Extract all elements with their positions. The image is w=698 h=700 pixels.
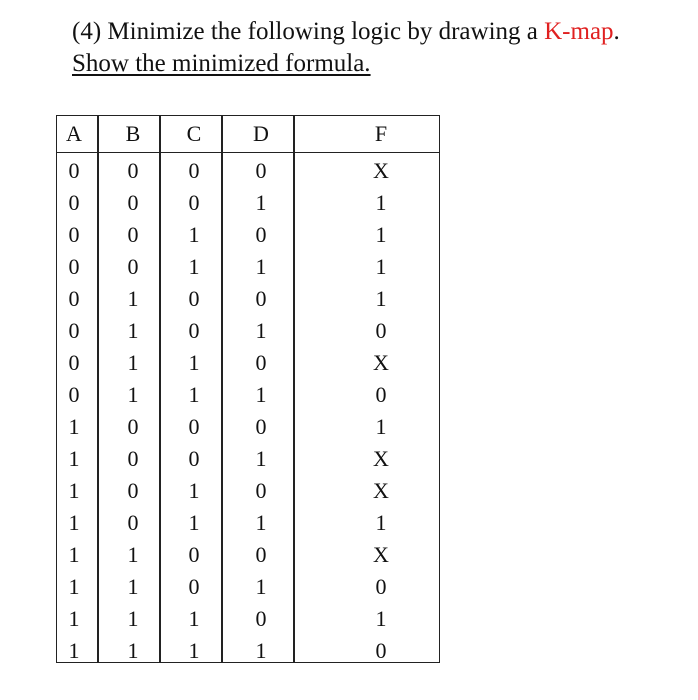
cell-d-row-11: 1 [255,510,267,535]
cell-a-row-5: 0 [68,318,80,343]
cell-a-row-8: 1 [68,414,80,439]
cell-f-row-13: 0 [375,574,387,599]
cell-c-row-15: 1 [188,638,200,663]
header-c: C [186,121,202,146]
header-d: D [253,121,269,146]
cell-c-row-11: 1 [188,510,200,535]
cell-b-row-7: 1 [127,382,139,407]
cell-c-row-6: 1 [188,350,200,375]
question-line-1 [72,16,620,48]
table-header-row [57,116,439,153]
cell-f-row-14: 1 [375,606,387,631]
cell-a-row-11: 1 [68,510,80,535]
cell-f-row-6: X [373,350,389,375]
cell-c-row-7: 1 [188,382,200,407]
cell-b-row-4: 1 [127,286,139,311]
cell-b-row-13: 1 [127,574,139,599]
cell-a-row-2: 0 [68,222,80,247]
cell-a-row-14: 1 [68,606,80,631]
cell-a-row-1: 0 [68,190,80,215]
cell-b-row-0: 0 [127,158,139,183]
cell-d-row-6: 0 [255,350,267,375]
cell-d-row-8: 0 [255,414,267,439]
cell-c-row-12: 0 [188,542,200,567]
cell-a-row-9: 1 [68,446,80,471]
cell-f-row-5: 0 [375,318,387,343]
cell-c-row-14: 1 [188,606,200,631]
cell-a-row-7: 0 [68,382,80,407]
cell-b-row-6: 1 [127,350,139,375]
cell-f-row-11: 1 [375,510,387,535]
cell-a-row-4: 0 [68,286,80,311]
cell-d-row-12: 0 [255,542,267,567]
cell-d-row-1: 1 [255,190,267,215]
cell-d-row-10: 0 [255,478,267,503]
column-divider [97,116,99,662]
cell-b-row-12: 1 [127,542,139,567]
header-f: F [374,121,388,146]
cell-b-row-5: 1 [127,318,139,343]
cell-d-row-0: 0 [255,158,267,183]
header-a: A [66,121,82,146]
question-suffix: . [613,18,620,45]
cell-d-row-5: 1 [255,318,267,343]
cell-a-row-10: 1 [68,478,80,503]
kmap-highlight: K-map [544,18,614,45]
cell-a-row-13: 1 [68,574,80,599]
column-divider [221,116,223,662]
question-text [72,16,620,80]
truth-table [56,115,440,663]
cell-a-row-15: 1 [68,638,80,663]
cell-d-row-13: 1 [255,574,267,599]
cell-c-row-8: 0 [188,414,200,439]
cell-d-row-7: 1 [255,382,267,407]
cell-f-row-9: X [373,446,389,471]
cell-a-row-6: 0 [68,350,80,375]
question-prefix: (4) Minimize the following logic by drawing a [72,18,545,45]
question-line-2: Show the minimized formula. [72,50,371,77]
cell-d-row-9: 1 [255,446,267,471]
header-b: B [125,121,141,146]
cell-b-row-14: 1 [127,606,139,631]
column-divider [293,116,295,662]
cell-c-row-2: 1 [188,222,200,247]
cell-c-row-3: 1 [188,254,200,279]
cell-d-row-15: 1 [255,638,267,663]
cell-a-row-3: 0 [68,254,80,279]
cell-f-row-8: 1 [375,414,387,439]
cell-b-row-2: 0 [127,222,139,247]
cell-a-row-0: 0 [68,158,80,183]
cell-a-row-12: 1 [68,542,80,567]
cell-d-row-4: 0 [255,286,267,311]
cell-b-row-1: 0 [127,190,139,215]
cell-f-row-12: X [373,542,389,567]
cell-b-row-8: 0 [127,414,139,439]
cell-d-row-2: 0 [255,222,267,247]
cell-c-row-10: 1 [188,478,200,503]
cell-f-row-4: 1 [375,286,387,311]
cell-f-row-1: 1 [375,190,387,215]
cell-c-row-13: 0 [188,574,200,599]
cell-f-row-3: 1 [375,254,387,279]
cell-c-row-5: 0 [188,318,200,343]
cell-f-row-0: X [373,158,389,183]
cell-f-row-7: 0 [375,382,387,407]
cell-b-row-11: 0 [127,510,139,535]
column-divider [159,116,161,662]
cell-d-row-3: 1 [255,254,267,279]
cell-d-row-14: 0 [255,606,267,631]
cell-f-row-2: 1 [375,222,387,247]
table-body [57,152,439,662]
cell-f-row-15: 0 [375,638,387,663]
cell-b-row-9: 0 [127,446,139,471]
cell-b-row-3: 0 [127,254,139,279]
cell-c-row-1: 0 [188,190,200,215]
cell-f-row-10: X [373,478,389,503]
cell-c-row-9: 0 [188,446,200,471]
cell-b-row-15: 1 [127,638,139,663]
cell-c-row-4: 0 [188,286,200,311]
cell-c-row-0: 0 [188,158,200,183]
cell-b-row-10: 0 [127,478,139,503]
